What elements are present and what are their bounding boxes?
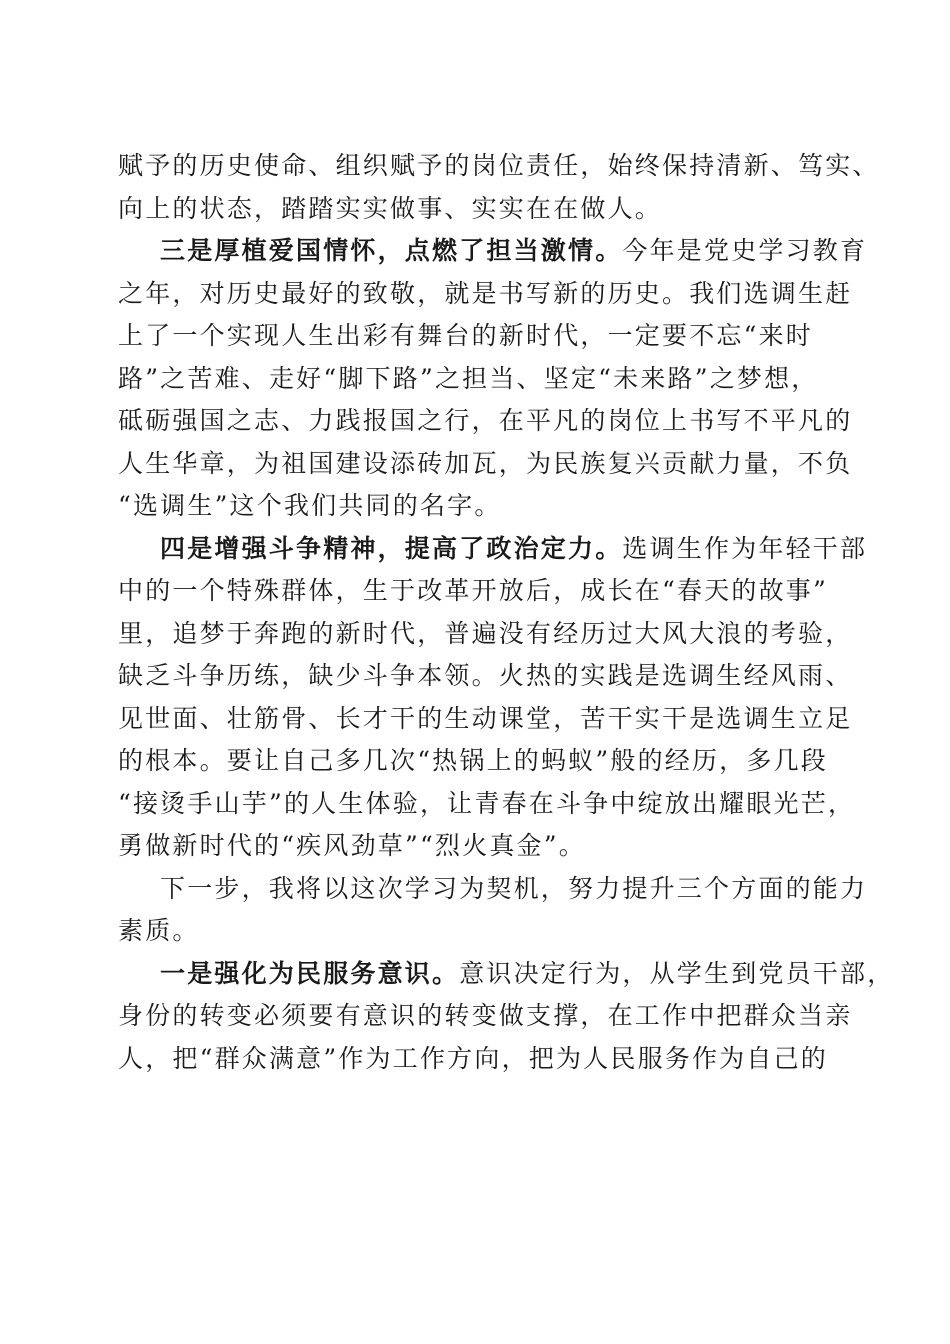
text-fragment: 选调生作为年轻干部 <box>622 533 868 563</box>
text-line: “选调生”这个我们共同的名字。 <box>118 491 502 520</box>
text-line: 路”之苦难、走好“脚下路”之担当、坚定“未来路”之梦想， <box>118 363 819 393</box>
text-line <box>118 953 895 996</box>
text-line: 见世面、壮筋骨、长才干的生动课堂，苦干实干是选调生立足 <box>118 703 853 733</box>
paragraph-heading: 三是厚植爱国情怀，点燃了担当激情。 <box>160 236 623 265</box>
paragraph-heading: 四是增强斗争精神，提高了政治定力。 <box>160 533 623 563</box>
paragraph-service-awareness <box>118 953 895 1081</box>
paragraph-struggle-spirit <box>118 528 868 868</box>
document-page <box>118 145 895 1080</box>
paragraph-continuation <box>118 145 880 230</box>
text-line <box>118 230 868 273</box>
text-fragment: 今年是党史学习教育 <box>622 236 868 265</box>
text-line: 向上的状态，踏踏实实做事、实实在在做人。 <box>118 193 663 223</box>
text-line: 素质。 <box>118 916 200 945</box>
text-line: 中的一个特殊群体，生于改革开放后，成长在“春天的故事” <box>118 576 828 605</box>
text-line: 的根本。要让自己多几次“热锅上的蚂蚁”般的经历，多几段 <box>118 746 828 775</box>
text-line: 人生华章，为祖国建设添砖加瓦，为民族复兴贡献力量，不负 <box>118 448 853 478</box>
text-line: 下一步，我将以这次学习为契机，努力提升三个方面的能力 <box>160 873 868 903</box>
paragraph-patriotism <box>118 230 868 528</box>
text-line: 之年，对历史最好的致敬，就是书写新的历史。我们选调生赶 <box>118 278 853 308</box>
text-line: 里，追梦于奔跑的新时代，普遍没有经历过大风大浪的考验， <box>118 618 853 648</box>
text-fragment: 意识决定行为，从学生到党员干部， <box>459 958 895 988</box>
paragraph-next-step <box>118 868 868 953</box>
text-line: 勇做新时代的“疾风劲草”“烈火真金”。 <box>118 831 586 860</box>
text-line: 人，把“群众满意”作为工作方向，把为人民服务作为自己的 <box>118 1043 828 1073</box>
text-line: 上了一个实现人生出彩有舞台的新时代，一定要不忘“来时 <box>118 321 813 350</box>
text-line: 身份的转变必须要有意识的转变做支撑，在工作中把群众当亲 <box>118 1001 853 1030</box>
text-line: “接烫手山芋”的人生体验，让青春在斗争中绽放出耀眼光芒， <box>118 788 856 818</box>
paragraph-heading: 一是强化为民服务意识。 <box>160 958 460 988</box>
text-line: 缺乏斗争历练，缺少斗争本领。火热的实践是选调生经风雨、 <box>118 661 853 690</box>
text-line: 赋予的历史使命、组织赋予的岗位责任，始终保持清新、笃实、 <box>118 151 880 180</box>
text-line: 砥砺强国之志、力践报国之行，在平凡的岗位上书写不平凡的 <box>118 406 853 435</box>
text-line <box>118 528 868 571</box>
